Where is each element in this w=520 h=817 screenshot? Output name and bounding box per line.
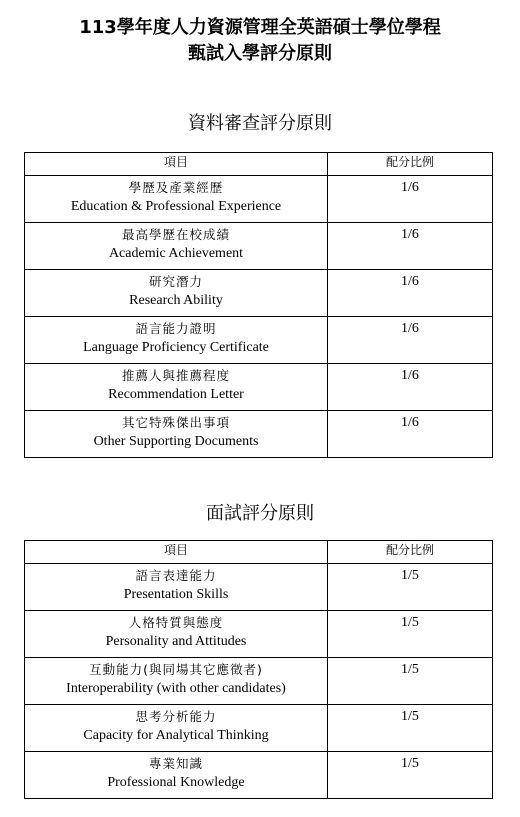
- item-name-en: Other Supporting Documents: [93, 434, 259, 449]
- review-criteria-table: [24, 152, 493, 458]
- item-name-en: Capacity for Analytical Thinking: [83, 728, 269, 743]
- item-name-zh: 互動能力(與同場其它應徵者): [89, 662, 263, 677]
- ratio-cell: 1/6: [328, 317, 493, 364]
- item-name-en: Research Ability: [129, 293, 223, 308]
- table-row: [25, 611, 493, 658]
- table-row: [25, 176, 493, 223]
- table-row: [25, 223, 493, 270]
- ratio-cell: 1/5: [328, 705, 493, 752]
- column-header-ratio: 配分比例: [328, 153, 493, 176]
- item-cell: [25, 705, 328, 752]
- item-name-en: Language Proficiency Certificate: [83, 340, 269, 355]
- document-title: 113學年度人力資源管理全英語碩士學位學程: [79, 17, 441, 38]
- item-cell: [25, 270, 328, 317]
- column-header-item: 項目: [25, 153, 328, 176]
- table-row: [25, 411, 493, 458]
- ratio-cell: 1/5: [328, 752, 493, 799]
- item-name-en: Recommendation Letter: [108, 387, 244, 402]
- item-cell: [25, 411, 328, 458]
- item-cell: [25, 317, 328, 364]
- column-header-ratio: 配分比例: [328, 541, 493, 564]
- table-row: [25, 564, 493, 611]
- item-name-zh: 思考分析能力: [135, 709, 217, 724]
- table-row: [25, 364, 493, 411]
- item-cell: [25, 364, 328, 411]
- item-name-zh: 學歷及產業經歷: [128, 180, 224, 195]
- interview-criteria-table: [24, 540, 493, 799]
- column-header-item: 項目: [25, 541, 328, 564]
- table-row: [25, 705, 493, 752]
- item-name-zh: 人格特質與態度: [128, 615, 224, 630]
- review-section-title: 資料審查評分原則: [188, 113, 332, 134]
- item-cell: [25, 564, 328, 611]
- item-cell: [25, 223, 328, 270]
- item-cell: [25, 176, 328, 223]
- ratio-cell: 1/6: [328, 270, 493, 317]
- item-name-zh: 最高學歷在校成績: [121, 227, 230, 242]
- item-name-en: Personality and Attitudes: [105, 634, 247, 649]
- item-cell: [25, 611, 328, 658]
- item-cell: [25, 752, 328, 799]
- document-subtitle: 甄試入學評分原則: [188, 43, 332, 64]
- table-header-row: [25, 541, 493, 564]
- table-row: [25, 752, 493, 799]
- item-name-zh: 語言能力證明: [135, 321, 217, 336]
- ratio-cell: 1/6: [328, 411, 493, 458]
- ratio-cell: 1/5: [328, 564, 493, 611]
- table-row: [25, 658, 493, 705]
- item-name-en: Education & Professional Experience: [70, 199, 282, 214]
- ratio-cell: 1/6: [328, 364, 493, 411]
- item-name-zh: 語言表達能力: [135, 568, 217, 583]
- item-name-zh: 其它特殊傑出事項: [121, 415, 230, 430]
- table-row: [25, 270, 493, 317]
- item-name-zh: 專業知識: [148, 756, 203, 771]
- interview-section-title: 面試評分原則: [206, 503, 314, 524]
- table-row: [25, 317, 493, 364]
- ratio-cell: 1/6: [328, 223, 493, 270]
- item-name-en: Academic Achievement: [108, 246, 244, 261]
- ratio-cell: 1/6: [328, 176, 493, 223]
- item-name-en: Presentation Skills: [123, 587, 229, 602]
- ratio-cell: 1/5: [328, 658, 493, 705]
- table-header-row: [25, 153, 493, 176]
- item-cell: [25, 658, 328, 705]
- item-name-en: Interoperability (with other candidates): [66, 681, 286, 696]
- item-name-zh: 推薦人與推薦程度: [121, 368, 230, 383]
- ratio-cell: 1/5: [328, 611, 493, 658]
- item-name-zh: 研究潛力: [148, 274, 203, 289]
- item-name-en: Professional Knowledge: [107, 775, 245, 790]
